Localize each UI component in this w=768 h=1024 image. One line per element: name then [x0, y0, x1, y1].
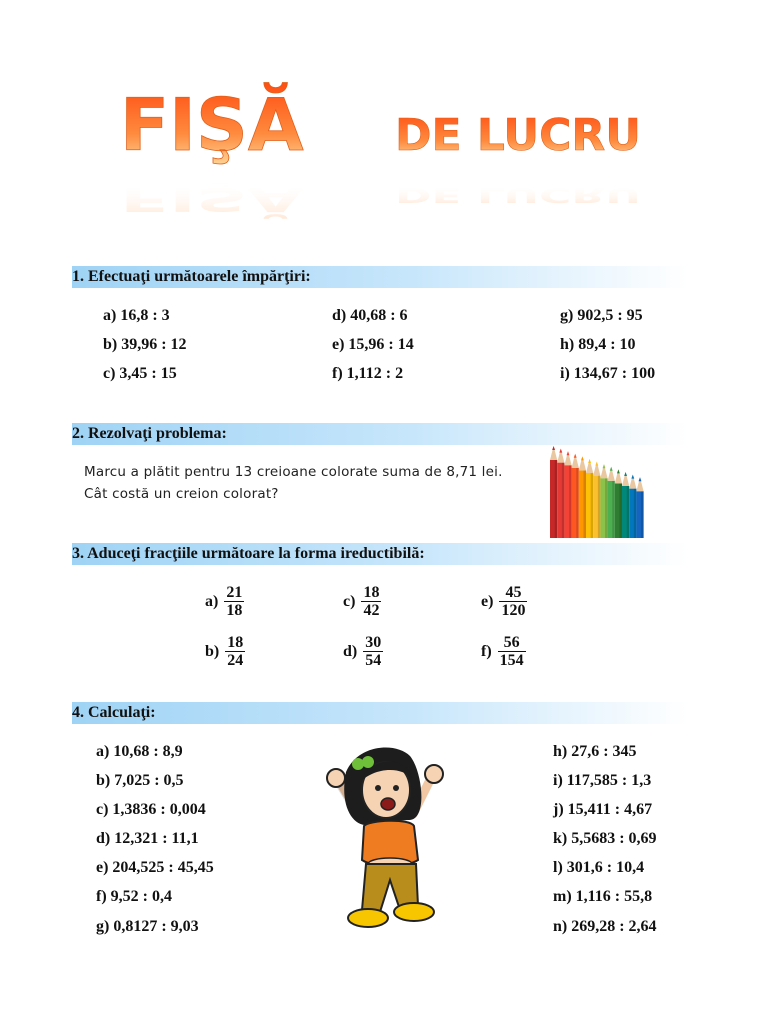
pencil: [550, 446, 557, 538]
pencil: [557, 449, 564, 538]
fraction-letter: b): [205, 642, 220, 660]
exercise-1-item: c) 3,45 : 15: [103, 365, 177, 382]
pencil: [593, 462, 600, 538]
title-graphic: [120, 80, 660, 230]
fraction-item: [343, 584, 381, 619]
section-3-label: . Aduceţi fracţiile următoare la forma ireductibilă:: [80, 545, 425, 562]
fraction-numerator: 21: [226, 584, 243, 601]
exercise-4-item: i) 117,585 : 1,3: [553, 772, 652, 789]
exercise-4-item: h) 27,6 : 345: [553, 743, 637, 760]
exercise-4-item: k) 5,5683 : 0,69: [553, 830, 657, 847]
exercise-4-item: f) 9,52 : 0,4: [96, 888, 172, 905]
exercise-1-item: h) 89,4 : 10: [560, 336, 636, 353]
exercise-4-item: a) 10,68 : 8,9: [96, 743, 183, 760]
section-1-header: [72, 266, 688, 288]
exercise-4-item: j) 15,411 : 4,67: [553, 801, 653, 818]
exercise-4-item: n) 269,28 : 2,64: [553, 918, 657, 935]
fraction-letter: d): [343, 642, 358, 660]
fraction-letter: f): [481, 642, 492, 660]
problem-line-2: Cât costă un creion colorat?: [84, 486, 279, 502]
fraction-item: [205, 634, 245, 669]
exercise-1-item: f) 1,112 : 2: [332, 365, 404, 382]
fraction-item: [205, 584, 244, 619]
exercise-1-item: g) 902,5 : 95: [560, 307, 643, 324]
exercise-1-item: d) 40,68 : 6: [332, 307, 408, 324]
worksheet-title: [120, 80, 660, 230]
fraction-denominator: 42: [363, 602, 380, 619]
section-4-number: 4: [72, 704, 80, 721]
section-1-number: 1: [72, 268, 80, 285]
pencil: [572, 454, 579, 538]
fraction-numerator: 56: [503, 634, 520, 651]
title-word2: DE LUCRU: [395, 110, 641, 161]
section-1-label: . Efectuaţi următoarele împărţiri:: [80, 268, 311, 285]
svg-text:DE LUCRU: DE LUCRU: [395, 183, 641, 207]
exercise-4-item: c) 1,3836 : 0,004: [96, 801, 206, 818]
fraction-letter: e): [481, 592, 494, 610]
cartoon-girl-illustration: [318, 742, 458, 932]
section-3-number: 3: [72, 545, 80, 562]
fraction-item: [343, 634, 383, 669]
exercise-1-item: i) 134,67 : 100: [560, 365, 656, 382]
fraction-item: [481, 584, 527, 619]
fraction-denominator: 120: [501, 602, 526, 619]
section-3-header: [72, 543, 688, 565]
fraction-letter: a): [205, 592, 219, 610]
pencil: [636, 477, 643, 538]
pencil: [564, 451, 571, 538]
title-word1: FIŞĂ: [120, 83, 304, 167]
colored-pencils-image: [546, 442, 656, 538]
fraction-numerator: 45: [505, 584, 522, 601]
exercise-4-item: l) 301,6 : 10,4: [553, 859, 645, 876]
section-4-label: . Calculaţi:: [80, 704, 156, 721]
exercise-4-item: e) 204,525 : 45,45: [96, 859, 214, 876]
fraction-numerator: 18: [363, 584, 380, 601]
fraction-item: [481, 634, 526, 669]
fraction-denominator: 154: [499, 652, 524, 669]
exercise-1-item: b) 39,96 : 12: [103, 336, 187, 353]
pencil: [600, 464, 607, 538]
fraction-numerator: 30: [365, 634, 382, 651]
pencil: [622, 472, 629, 538]
pencil: [586, 459, 593, 538]
section-2-number: 2: [72, 425, 80, 442]
pencil: [629, 475, 636, 538]
exercise-4-item: g) 0,8127 : 9,03: [96, 918, 199, 935]
exercise-1-item: a) 16,8 : 3: [103, 307, 170, 324]
fraction-numerator: 18: [227, 634, 244, 651]
svg-text:FIŞĂ: FIŞĂ: [120, 180, 304, 219]
exercise-1-item: e) 15,96 : 14: [332, 336, 414, 353]
problem-line-1: Marcu a plătit pentru 13 creioane colorate suma de 8,71 lei.: [84, 464, 503, 480]
pencil: [615, 469, 622, 538]
title-reflection: [120, 180, 641, 218]
exercise-4-item: b) 7,025 : 0,5: [96, 772, 184, 789]
exercise-4-item: d) 12,321 : 11,1: [96, 830, 199, 847]
pencil: [608, 467, 615, 538]
fraction-denominator: 18: [226, 602, 243, 619]
section-2-label: . Rezolvaţi problema:: [80, 425, 227, 442]
exercise-4-item: m) 1,116 : 55,8: [553, 888, 653, 905]
section-4-header: [72, 702, 688, 724]
fraction-denominator: 54: [365, 652, 382, 669]
fraction-letter: c): [343, 592, 356, 610]
pencil: [579, 456, 586, 538]
fraction-denominator: 24: [227, 652, 244, 669]
